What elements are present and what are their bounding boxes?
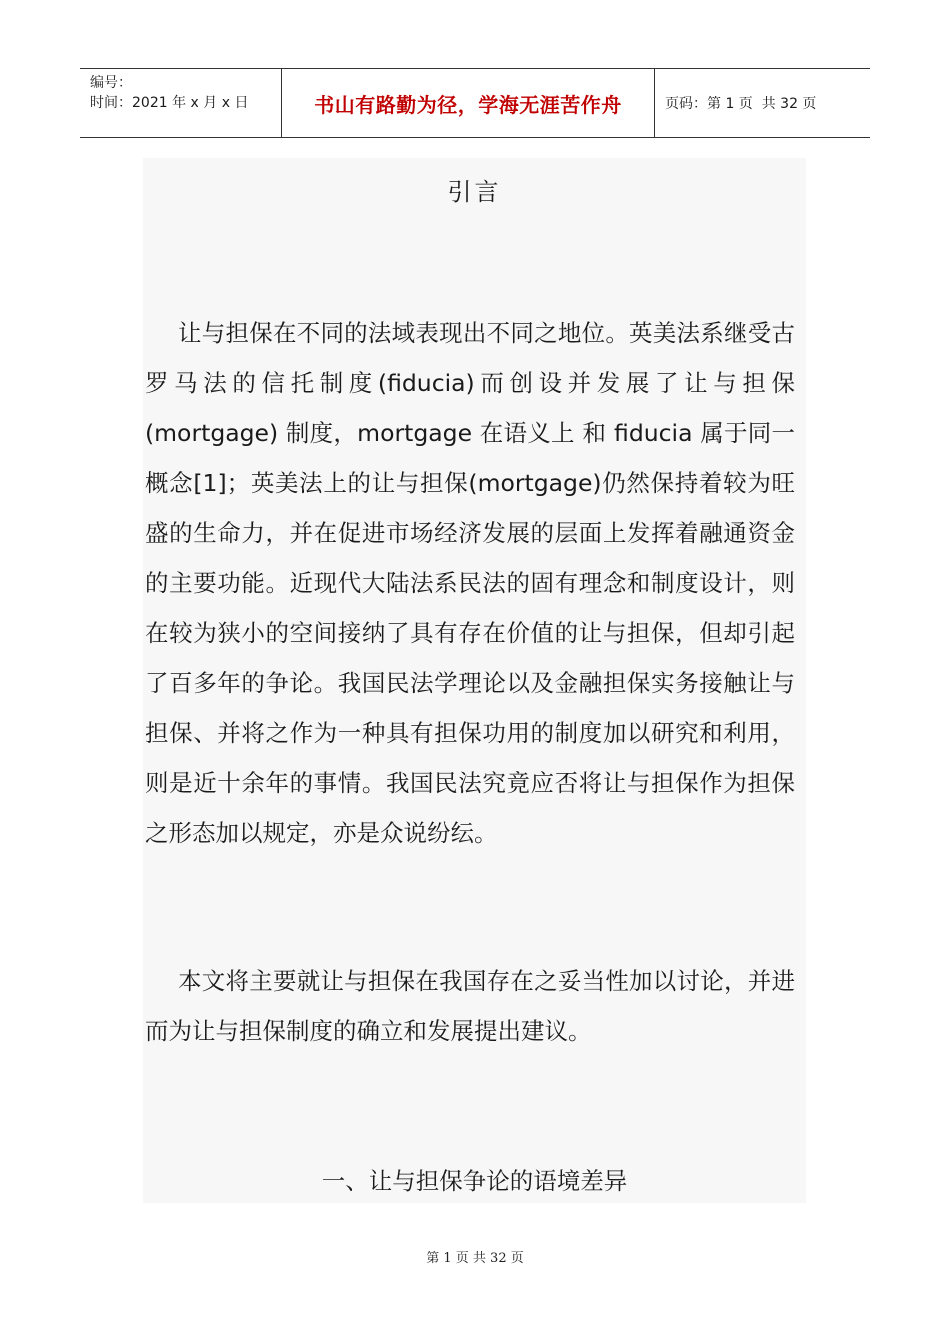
body-paragraph: 本文将主要就让与担保在我国存在之妥当性加以讨论，并进而为让与担保制度的确立和发展提出建议。 xyxy=(145,967,795,1045)
page-footer: 第 1 页 共 32 页 xyxy=(426,1251,524,1266)
document-number-label: 编号： xyxy=(90,75,132,91)
document-date-label: 时间：2021 年 x 月 x 日 xyxy=(90,95,249,111)
header-motto: 书山有路勤为径，学海无涯苦作舟 xyxy=(314,92,622,117)
header-page-cell xyxy=(655,69,870,137)
document-title: 引言 xyxy=(447,178,502,206)
header-page-info-text: 页码：第 1 页 共 32 页 xyxy=(665,96,817,112)
header-motto-cell xyxy=(282,69,655,137)
section-heading: 一、让与担保争论的语境差异 xyxy=(321,1167,628,1195)
document-body xyxy=(143,158,806,1203)
header-page-info xyxy=(665,93,816,113)
header-meta-cell xyxy=(80,69,282,137)
header-table xyxy=(80,68,870,138)
body-paragraph: 让与担保在不同的法域表现出不同之地位。英美法系继受古罗马法的信托制度(fiducia)而创设并发展了让与担保(mortgage) 制度，mortgage 在语义上 和 fiducia 属于同一概念[1]；英美法上的让与担保(mortgage)仍然保持着较为旺盛的生命力，并在促进市场经济发展的层面上发挥着融通资金的主要功能。近现代大陆法系民法的固有理念和制度设计，则在较为狭小的空间接纳了具有存在价值的让与担保，但却引起了百多年的争论。我国民法学理论以及金融担保实务接触让与担保、并将之作为一种具有担保功用的制度加以研究和利用，则是近十余年的事情。我国民法究竟应否将让与担保作为担保之形态加以规定，亦是众说纷纭。 xyxy=(145,319,795,847)
